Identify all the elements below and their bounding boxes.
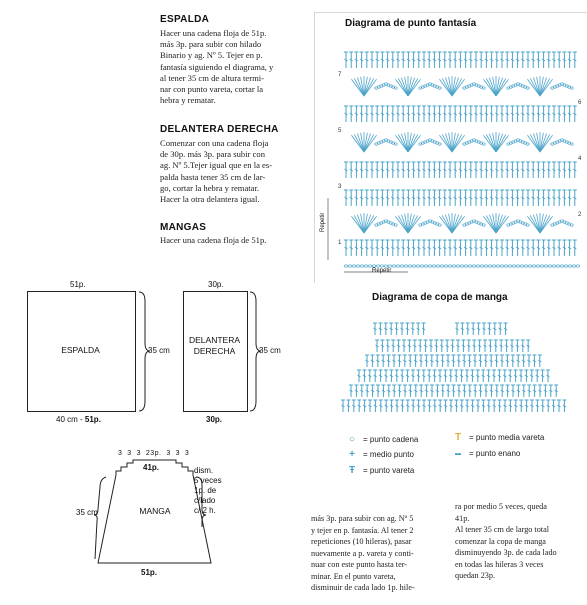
chain-stitch-mark <box>372 265 375 267</box>
chain-stitch-mark <box>368 265 371 267</box>
delantera-instructions: Comenzar con una cadena floja de 30p. más 3p. para subir con ag. Nº 5.Tejer igual que en la es- palda hasta tener 35 cm de lar- go, cortar la hebra y rematar. Hacer la otra delantera igual. <box>160 138 273 205</box>
chain-stitch-mark <box>500 265 503 267</box>
chain-stitch-mark <box>400 265 403 267</box>
chain-stitch-mark <box>360 265 363 267</box>
fan-stitch-mark <box>489 215 496 233</box>
chain-stitch-mark <box>356 265 359 267</box>
chain-stitch-mark <box>376 265 379 267</box>
delantera-bottom-stitches: 30p. <box>206 415 223 424</box>
fan-stitch-mark <box>533 134 540 152</box>
manga-top-stitches: 41p. <box>143 463 160 472</box>
chain-stitch-mark <box>504 265 507 267</box>
espalda-bottom-cm: 40 cm - 51p. <box>56 415 101 424</box>
fan-stitch-mark <box>496 215 503 233</box>
fan-stitch-mark <box>452 215 459 233</box>
chain-stitch-mark <box>496 265 499 267</box>
chain-stitch-mark <box>468 265 471 267</box>
chain-stitch-mark <box>556 265 559 267</box>
chain-stitch-mark <box>396 265 399 267</box>
chain-stitch-mark <box>536 265 539 267</box>
chain-icon: ○ <box>348 434 356 445</box>
chain-stitch-mark <box>476 265 479 267</box>
delantera-height-label: 35 cm <box>259 346 281 355</box>
chain-stitch-mark <box>404 265 407 267</box>
manga-cap-counts: 3 3 3 23p. 3 3 3 <box>118 450 190 457</box>
chain-stitch-mark <box>460 265 463 267</box>
fan-stitch-mark <box>401 78 408 96</box>
espalda-schematic-label: ESPALDA <box>61 345 100 355</box>
fan-stitch-mark <box>496 134 503 152</box>
mangas-continuation-col2: ra por medio 5 veces, queda 41p. Al tener 35 cm de largo total comenzar la copa de manga disminuyendo 3p. de cada lado en todas las hileras 3 veces quedan 23p. <box>455 502 557 580</box>
half-treble-icon: T <box>454 432 462 443</box>
single-crochet-icon: + <box>349 449 355 460</box>
espalda-instructions: Hacer una cadena floja de 51p. más 3p. para subir con hilado Binario y ag. Nº 5. Tejer en p. fantasía siguiendo el diagrama, y al tener 35 cm de altura termi- nar con punto vareta, cortar la hebra y rematar. <box>160 28 274 106</box>
fan-stitch-mark <box>408 134 415 152</box>
fan-stitch-mark <box>540 215 547 233</box>
chain-stitch-mark <box>484 265 487 267</box>
row-number: 1 <box>338 240 342 246</box>
fantasia-stitch-chart <box>316 30 586 280</box>
fan-stitch-mark <box>408 215 415 233</box>
chain-stitch-mark <box>528 265 531 267</box>
chain-stitch-mark <box>380 265 383 267</box>
row-number: 7 <box>338 72 342 78</box>
chain-stitch-mark <box>440 265 443 267</box>
fan-stitch-mark <box>533 215 540 233</box>
fan-stitch-mark <box>489 78 496 96</box>
chain-stitch-mark <box>452 265 455 267</box>
delantera-schematic-label: DELANTERA DERECHA <box>188 335 240 356</box>
manga-bottom-stitches: 51p. <box>141 568 158 577</box>
fan-stitch-mark <box>452 134 459 152</box>
mangas-instructions: Hacer una cadena floja de 51p. <box>160 235 267 245</box>
chain-stitch-mark <box>572 265 575 267</box>
legend-half-treble: T = punto media vareta <box>454 432 545 443</box>
chain-stitch-mark <box>576 265 579 267</box>
chain-stitch-mark <box>408 265 411 267</box>
chain-stitch-mark <box>568 265 571 267</box>
chain-stitch-mark <box>520 265 523 267</box>
espalda-heading: ESPALDA <box>160 14 210 25</box>
fan-stitch-mark <box>357 215 364 233</box>
chain-stitch-mark <box>424 265 427 267</box>
legend-slip-stitch: ▬ = punto enano <box>455 449 521 458</box>
chain-stitch-mark <box>384 265 387 267</box>
chain-stitch-mark <box>540 265 543 267</box>
repeat-horizontal-label: Repetir <box>372 268 392 274</box>
chain-stitch-mark <box>436 265 439 267</box>
row-number: 5 <box>338 128 342 134</box>
row-number: 4 <box>578 156 582 162</box>
row-number: 6 <box>578 100 582 106</box>
fan-stitch-mark <box>452 78 459 96</box>
fan-stitch-mark <box>357 134 364 152</box>
fan-stitch-mark <box>364 78 371 96</box>
fan-stitch-mark <box>496 78 503 96</box>
espalda-height-label: 35 cm <box>148 346 170 355</box>
fan-stitch-mark <box>540 78 547 96</box>
chain-stitch-mark <box>456 265 459 267</box>
row-number: 3 <box>338 184 342 190</box>
chain-stitch-mark <box>352 265 355 267</box>
chain-stitch-mark <box>432 265 435 267</box>
fan-stitch-mark <box>445 78 452 96</box>
chain-stitch-mark <box>508 265 511 267</box>
fan-stitch-mark <box>445 134 452 152</box>
fantasia-diagram-title: Diagrama de punto fantasía <box>345 18 477 29</box>
repeat-vertical-label: Repetir <box>320 212 326 232</box>
manga-decrease-note: dism. 5 veces 1p. de c/lado c/ 2 h. <box>194 466 222 515</box>
delantera-heading: DELANTERA DERECHA <box>160 124 279 135</box>
fan-stitch-mark <box>364 215 371 233</box>
copa-diagram-title: Diagrama de copa de manga <box>372 292 508 303</box>
fan-stitch-mark <box>540 134 547 152</box>
fan-stitch-mark <box>357 78 364 96</box>
fan-stitch-mark <box>489 134 496 152</box>
chain-stitch-mark <box>464 265 467 267</box>
chain-stitch-mark <box>480 265 483 267</box>
legend-chain: ○ = punto cadena <box>348 434 419 445</box>
chain-stitch-mark <box>472 265 475 267</box>
chain-stitch-mark <box>488 265 491 267</box>
chain-stitch-mark <box>364 265 367 267</box>
mangas-heading: MANGAS <box>160 222 207 233</box>
legend-treble: Ŧ = punto vareta <box>348 465 415 476</box>
fan-stitch-mark <box>533 78 540 96</box>
chain-stitch-mark <box>516 265 519 267</box>
espalda-top-stitches: 51p. <box>70 280 86 289</box>
chain-stitch-mark <box>344 265 347 267</box>
chain-stitch-mark <box>428 265 431 267</box>
chain-stitch-mark <box>548 265 551 267</box>
fan-stitch-mark <box>364 134 371 152</box>
chain-stitch-mark <box>392 265 395 267</box>
row-number: 2 <box>578 212 582 218</box>
chain-stitch-mark <box>524 265 527 267</box>
chain-stitch-mark <box>564 265 567 267</box>
chain-stitch-mark <box>552 265 555 267</box>
slip-stitch-icon: ▬ <box>455 450 461 457</box>
manga-height-label: 35 cm <box>76 508 98 517</box>
chain-stitch-mark <box>420 265 423 267</box>
chain-stitch-mark <box>444 265 447 267</box>
fan-stitch-mark <box>401 215 408 233</box>
chain-stitch-mark <box>448 265 451 267</box>
copa-stitch-chart <box>335 318 575 418</box>
fan-stitch-mark <box>408 78 415 96</box>
mangas-continuation-col1: más 3p. para subir con ag. Nº 5 y tejer en p. fantasía. Al tener 2 repeticiones (10 hileras), pasar nuevamente a p. vareta y conti- nuar con este punto hasta ter- minar. En el punto vareta, disminuir de cada lado 1p. hile- <box>311 514 415 592</box>
manga-schematic-label: MANGA <box>139 506 171 516</box>
chain-stitch-mark <box>512 265 515 267</box>
chain-stitch-mark <box>492 265 495 267</box>
chain-stitch-mark <box>348 265 351 267</box>
chain-stitch-mark <box>412 265 415 267</box>
legend-single-crochet: + = medio punto <box>347 449 414 460</box>
chain-stitch-mark <box>388 265 391 267</box>
treble-icon: Ŧ <box>348 465 356 476</box>
chain-stitch-mark <box>560 265 563 267</box>
chain-stitch-mark <box>532 265 535 267</box>
delantera-top-stitches: 30p. <box>208 280 224 289</box>
chain-stitch-mark <box>544 265 547 267</box>
fan-stitch-mark <box>401 134 408 152</box>
fan-stitch-mark <box>445 215 452 233</box>
chain-stitch-mark <box>416 265 419 267</box>
